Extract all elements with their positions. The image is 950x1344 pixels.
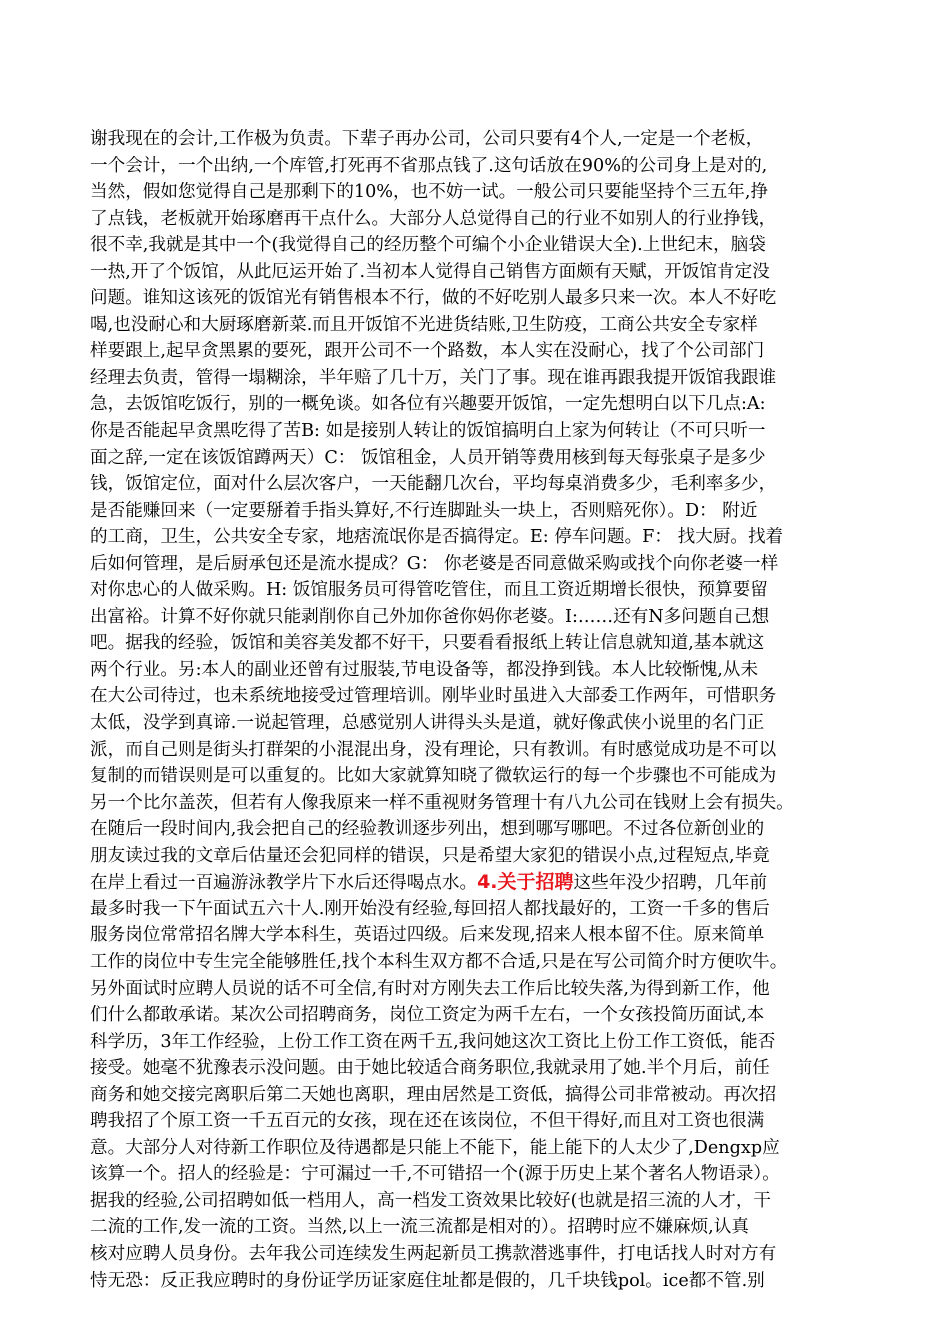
text-fragment: 这些年没少招聘，几年前 [573, 873, 768, 894]
text-line: 面之辞,一定在该饭馆蹲两天）C： 饭馆租金，人员开销等费用核到每天每张桌子是多少 [90, 447, 766, 468]
text-line: 谢我现在的会计,工作极为负责。下辈子再办公司，公司只要有4个人,一定是一个老板， [90, 129, 764, 149]
text-line: 商务和她交接完离职后第二天她也离职，理由居然是工资低，搞得公司非常被动。再次招 [90, 1084, 777, 1105]
text-line: 工作的岗位中专生完全能够胜任,找个本科生双方都不合适,只是在写公司简介时方便吹牛。 [90, 951, 788, 972]
text-line: 据我的经验,公司招聘如低一档用人，高一档发工资效果比较好(也就是招三流的人才，干 [90, 1190, 772, 1211]
text-line: 太低，没学到真谛.一说起管理，总感觉别人讲得头头是道，就好像武侠小说里的名门正 [90, 713, 765, 734]
text-line: 很不幸,我就是其中一个(我觉得自己的经历整个可编个小企业错误大全).上世纪末，脑袋 [90, 235, 766, 256]
text-line: 另外面试时应聘人员说的话不可全信,有时对方刚失去工作后比较失落,为得到新工作，他 [90, 978, 770, 999]
text-line-with-heading [90, 869, 860, 896]
text-line: 二流的工作,发一流的工资。当然,以上一流三流都是相对的）。招聘时应不嫌麻烦,认真 [90, 1217, 749, 1238]
body-paragraph [90, 126, 860, 1294]
text-line: 们什么都敢承诺。某次公司招聘商务，岗位工资定为两千左右，一个女孩投简历面试,本 [90, 1005, 765, 1026]
text-line: 该算一个。招人的经验是：宁可漏过一千,不可错招一个(源于历史上某个著名人物语录）。 [90, 1164, 780, 1185]
text-line: 朋友读过我的文章后估量还会犯同样的错误，只是希望大家犯的错误小点,过程短点,毕竟 [90, 845, 770, 866]
text-line: 钱，饭馆定位，面对什么层次客户，一天能翻几次台，平均每桌消费多少，毛利率多少， [90, 474, 777, 495]
text-line: 在大公司待过，也未系统地接受过管理培训。刚毕业时虽进入大部委工作两年，可惜职务 [90, 686, 777, 707]
text-line: 喝,也没耐心和大厨琢磨新菜.而且开饭馆不光进货结账,卫生防疫，工商公共安全专家样 [90, 314, 758, 335]
text-line: 聘我招了个原工资一千五百元的女孩，现在还在该岗位，不但干得好,而且对工资也很满 [90, 1111, 765, 1132]
text-line: 两个行业。另:本人的副业还曾有过服装,节电设备等，都没挣到钱。本人比较惭愧,从未 [90, 659, 759, 680]
text-line: 接受。她毫不犹豫表示没问题。由于她比较适合商务职位,我就录用了她.半个月后，前任 [90, 1058, 770, 1079]
text-line: 后如何管理，是后厨承包还是流水提成？G： 你老婆是否同意做采购或找个向你老婆一样 [90, 553, 779, 574]
text-line: 急，去饭馆吃饭行，别的一概免谈。如各位有兴趣要开饭馆，一定先想明白以下几点:A: [90, 394, 766, 415]
text-line: 科学历，3年工作经验，上份工作工资在两千五,我问她这次工资比上份工作工资低，能否 [90, 1031, 776, 1052]
text-line: 另一个比尔盖茨，但若有人像我原来一样不重视财务管理十有八九公司在钱财上会有损失。 [90, 792, 794, 813]
text-line: 核对应聘人员身份。去年我公司连续发生两起新员工携款潜逃事件，打电话找人时对方有 [90, 1243, 777, 1264]
text-line: 的工商，卫生，公共安全专家，地痞流氓你是否搞得定。E: 停车问题。F： 找大厨。找着 [90, 527, 784, 548]
text-line: 派，而自己则是街头打群架的小混混出身，没有理论，只有教训。有时感觉成功是不可以 [90, 739, 777, 760]
text-line: 对你忠心的人做采购。H: 饭馆服务员可得管吃管住，而且工资近期增长很快，预算要留 [90, 580, 768, 601]
text-line: 恃无恐：反正我应聘时的身份证学历证家庭住址都是假的，几千块钱pol。ice都不管.别 [90, 1270, 765, 1291]
text-line: 最多时我一下午面试五六十人.刚开始没有经验,每回招人都找最好的，工资一千多的售后 [90, 898, 770, 919]
text-fragment: 在岸上看过一百遍游泳教学片下水后还得喝点水。 [90, 873, 478, 894]
document-page [90, 126, 860, 1294]
text-line: 服务岗位常常招名牌大学本科生，英语过四级。后来发现,招来人根本留不住。原来简单 [90, 925, 765, 946]
text-line: 样要跟上,起早贪黑累的要死，跟开公司不一个路数，本人实在没耐心，找了个公司部门 [90, 341, 765, 362]
text-line: 经理去负责，管得一塌糊涂，半年赔了几十万，关门了事。现在谁再跟我提开饭馆我跟谁 [90, 367, 777, 388]
text-line: 问题。谁知这该死的饭馆光有销售根本不行，做的不好吃别人最多只来一次。本人不好吃 [90, 288, 777, 309]
text-line: 一热,开了个饭馆，从此厄运开始了.当初本人觉得自己销售方面颇有天赋，开饭馆肯定没 [90, 261, 770, 282]
text-line: 一个会计，一个出纳,一个库管,打死再不省那点钱了.这句话放在90%的公司身上是对的, [90, 155, 768, 176]
text-line: 出富裕。计算不好你就只能剥削你自己外加你爸你妈你老婆。I:……还有N多问题自己想 [90, 606, 770, 627]
text-line: 了点钱，老板就开始琢磨再干点什么。大部分人总觉得自己的行业不如别人的行业挣钱， [90, 208, 777, 229]
text-line: 意。大部分人对待新工作职位及待遇都是只能上不能下，能上能下的人太少了,Dengxp应 [90, 1137, 780, 1158]
text-line: 吧。据我的经验，饭馆和美容美发都不好干，只要看看报纸上转让信息就知道,基本就这 [90, 633, 765, 654]
text-line: 在随后一段时间内,我会把自己的经验教训逐步列出，想到哪写哪吧。不过各位新创业的 [90, 819, 765, 840]
text-line: 你是否能起早贪黑吃得了苦B: 如是接别人转让的饭馆搞明白上家为何转让（不可只听一 [90, 421, 766, 442]
text-line: 复制的而错误则是可以重复的。比如大家就算知晓了微软运行的每一个步骤也不可能成为 [90, 766, 777, 787]
text-line: 当然，假如您觉得自己是那剩下的10%，也不妨一试。一般公司只要能坚持个三五年,挣 [90, 182, 769, 203]
section-heading: 4.关于招聘 [477, 871, 574, 894]
text-line: 是否能赚回来（一定要掰着手指头算好,不行连脚趾头一块上，否则赔死你）。D： 附近 [90, 500, 758, 521]
